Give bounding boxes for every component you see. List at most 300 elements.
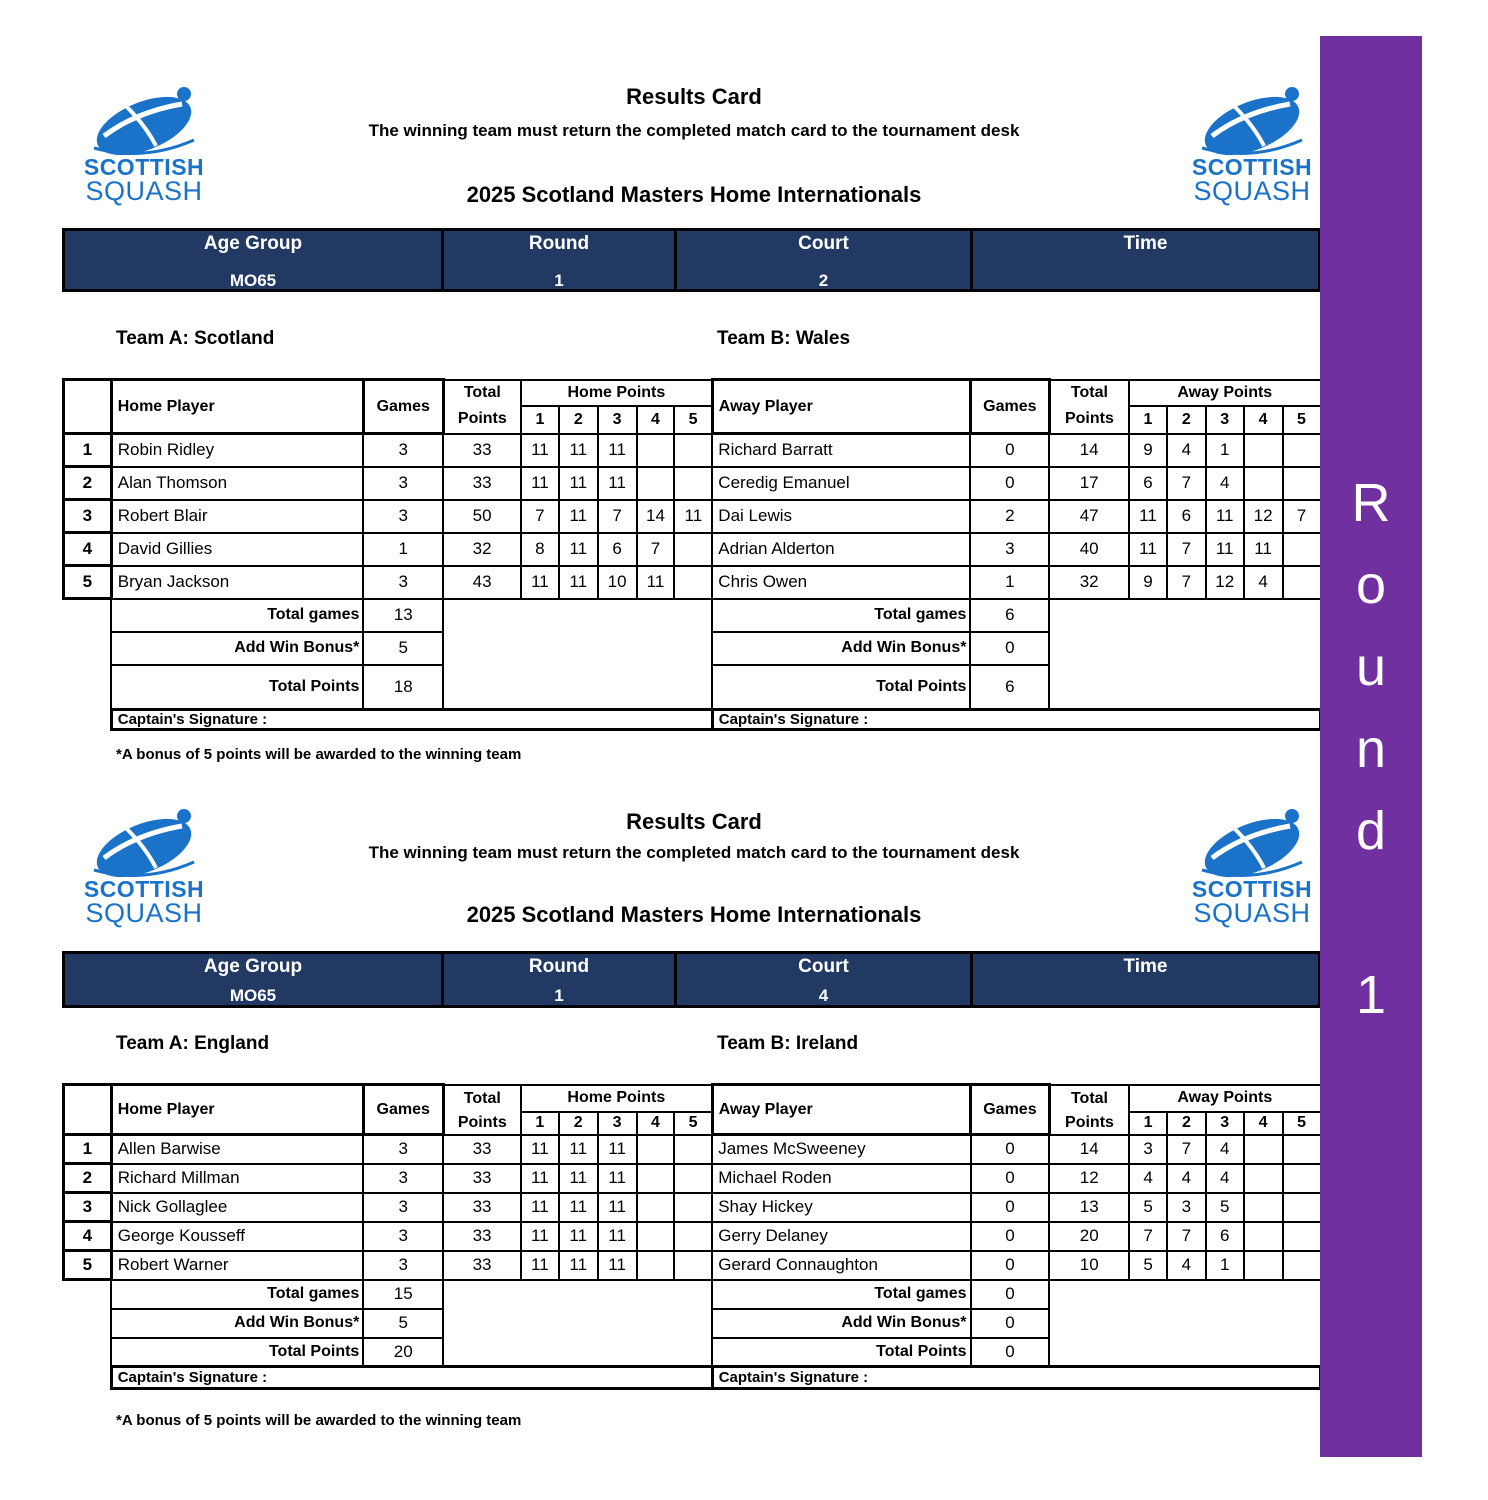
away-game-score (1283, 566, 1321, 599)
home-game-score: 11 (521, 1135, 559, 1164)
round-value: 1 (554, 271, 564, 290)
away-game-score: 11 (1206, 500, 1244, 533)
home-total-header: Total (443, 1085, 521, 1112)
home-game-score: 11 (598, 1251, 637, 1280)
away-game-score: 4 (1244, 566, 1283, 599)
away-game-score: 4 (1167, 434, 1206, 467)
away-total-points: 14 (1049, 434, 1129, 467)
away-game-score: 4 (1206, 1135, 1244, 1164)
row-number: 2 (64, 467, 112, 500)
game-number-header: 4 (637, 406, 675, 434)
round-label: Round (528, 956, 590, 977)
scottish-squash-logo (76, 82, 212, 208)
away-games-won: 0 (970, 434, 1049, 467)
away-games-header: Games (971, 1085, 1050, 1135)
away-game-score: 9 (1129, 434, 1167, 467)
away-total-points: 32 (1049, 566, 1129, 599)
away-game-score: 5 (1129, 1251, 1167, 1280)
home-game-score (637, 467, 675, 500)
away-total-header: Total (1049, 380, 1129, 406)
away-player-name: Gerard Connaughton (712, 1251, 970, 1280)
logo-text-line2: SQUASH (1193, 176, 1311, 206)
home-game-score: 11 (598, 1164, 637, 1193)
away-total-games: 6 (970, 599, 1049, 632)
home-game-score: 11 (598, 467, 637, 500)
home-total-points: 20 (363, 1338, 443, 1367)
away-win-bonus: 0 (971, 1309, 1050, 1338)
home-game-score: 11 (521, 1164, 559, 1193)
row-number: 4 (64, 1222, 112, 1251)
home-total-points: 33 (443, 434, 521, 467)
home-player-name: Alan Thomson (111, 467, 363, 500)
away-total-points: 13 (1049, 1193, 1129, 1222)
total-points-label: Total Points (712, 1338, 970, 1367)
team-b-label: Team B: Ireland (717, 1033, 859, 1054)
court-value: 4 (818, 986, 829, 1005)
away-player-name: Chris Owen (712, 566, 970, 599)
home-game-score: 11 (559, 1222, 598, 1251)
away-game-score: 7 (1167, 533, 1206, 566)
away-game-score (1283, 1164, 1321, 1193)
home-total-points: 43 (443, 566, 521, 599)
game-number-header: 4 (637, 1112, 675, 1135)
home-game-score: 11 (559, 434, 598, 467)
card-title: Results Card (626, 84, 762, 109)
home-game-score (637, 434, 675, 467)
home-total-points: 50 (443, 500, 521, 533)
team-a-label: Team A: Scotland (116, 328, 275, 349)
away-total-points: 10 (1049, 1251, 1129, 1280)
away-total-header-2: Points (1049, 1112, 1129, 1135)
row-number-header (64, 1085, 112, 1135)
away-games-won: 0 (971, 1193, 1050, 1222)
event-title: 2025 Scotland Masters Home Internationals (466, 902, 922, 927)
logo-text-line1: SCOTTISH (1191, 154, 1313, 180)
home-game-score: 11 (559, 566, 598, 599)
away-game-score (1283, 1135, 1321, 1164)
home-player-header: Home Player (111, 380, 363, 434)
away-game-score: 7 (1129, 1222, 1167, 1251)
home-captain-signature[interactable]: Captain's Signature : (111, 710, 712, 730)
home-points-header: Home Points (521, 1085, 712, 1112)
player-rows (64, 1135, 1321, 1280)
home-games-header: Games (363, 380, 443, 434)
card-instruction: The winning team must return the completed match card to the tournament desk (368, 121, 1020, 140)
away-player-header: Away Player (712, 1085, 970, 1135)
home-game-score (674, 467, 712, 500)
table-row (64, 1135, 1321, 1164)
row-number: 5 (64, 566, 112, 599)
away-game-score: 3 (1129, 1135, 1167, 1164)
row-number: 2 (64, 1164, 112, 1193)
home-game-score: 7 (637, 533, 675, 566)
home-game-score: 11 (521, 566, 559, 599)
away-games-won: 0 (971, 1222, 1050, 1251)
away-games-won: 3 (970, 533, 1049, 566)
away-game-score (1244, 1135, 1283, 1164)
home-game-score: 7 (521, 500, 559, 533)
game-number-header: 2 (1167, 1112, 1206, 1135)
away-game-score: 11 (1129, 533, 1167, 566)
logo-text-line2: SQUASH (85, 898, 203, 928)
home-games-won: 3 (363, 1251, 443, 1280)
away-game-score: 6 (1129, 467, 1167, 500)
card-title: Results Card (626, 809, 762, 834)
home-win-bonus: 5 (363, 1309, 443, 1338)
away-game-score: 7 (1167, 467, 1206, 500)
away-games-won: 1 (970, 566, 1049, 599)
home-game-score: 11 (559, 500, 598, 533)
win-bonus-label: Add Win Bonus* (111, 1309, 363, 1338)
scottish-squash-logo (76, 804, 212, 930)
game-number-header: 2 (559, 406, 598, 434)
home-game-score: 11 (598, 1135, 637, 1164)
home-game-score: 7 (598, 500, 637, 533)
row-number: 3 (64, 500, 112, 533)
game-number-header: 5 (1283, 1112, 1321, 1135)
away-game-score: 7 (1167, 566, 1206, 599)
scores-table (62, 1083, 1322, 1390)
game-number-header: 5 (1283, 406, 1321, 434)
row-number-header (64, 380, 112, 434)
home-total-header-2: Points (443, 1112, 521, 1135)
away-game-score: 3 (1167, 1193, 1206, 1222)
team-b-label: Team B: Wales (717, 328, 851, 349)
away-game-score: 4 (1206, 467, 1244, 500)
away-game-score: 11 (1206, 533, 1244, 566)
home-game-score (674, 1164, 712, 1193)
home-points-header: Home Points (521, 380, 712, 406)
away-game-score: 4 (1167, 1164, 1206, 1193)
home-game-score (637, 1251, 675, 1280)
age-group-label: Age Group (203, 956, 303, 977)
away-games-won: 0 (970, 467, 1049, 500)
away-game-score (1283, 1193, 1321, 1222)
away-game-score: 4 (1167, 1251, 1206, 1280)
home-game-score: 11 (559, 467, 598, 500)
total-games-label: Total games (712, 1280, 970, 1309)
game-number-header: 1 (521, 1112, 559, 1135)
round-label: Round (528, 233, 590, 254)
home-player-name: David Gillies (111, 533, 363, 566)
home-games-header: Games (363, 1085, 443, 1135)
away-player-header: Away Player (712, 380, 970, 434)
round-sidebar (1320, 36, 1422, 1457)
row-number: 1 (64, 434, 112, 467)
home-game-score: 11 (674, 500, 712, 533)
home-game-score: 11 (559, 533, 598, 566)
home-player-name: Robert Warner (111, 1251, 363, 1280)
game-number-header: 3 (598, 1112, 637, 1135)
logo-text-line2: SQUASH (1193, 898, 1311, 928)
game-number-header: 1 (1129, 1112, 1167, 1135)
home-player-name: Nick Gollaglee (111, 1193, 363, 1222)
away-game-score (1244, 1193, 1283, 1222)
away-game-score: 11 (1129, 500, 1167, 533)
card-instruction: The winning team must return the completed match card to the tournament desk (368, 843, 1020, 862)
away-points-header: Away Points (1129, 1085, 1320, 1112)
away-player-name: Michael Roden (712, 1164, 970, 1193)
away-captain-signature[interactable]: Captain's Signature : (712, 710, 1320, 730)
home-game-score (674, 1251, 712, 1280)
home-total-header: Total (443, 380, 521, 406)
away-total-points: 12 (1049, 1164, 1129, 1193)
away-game-score (1244, 467, 1283, 500)
home-game-score (637, 1222, 675, 1251)
total-games-label: Total games (111, 599, 363, 632)
match-info-bar (62, 951, 1321, 1008)
away-total-header: Total (1049, 1085, 1129, 1112)
home-total-points: 33 (443, 1135, 521, 1164)
home-total-points: 33 (443, 1222, 521, 1251)
bonus-note: *A bonus of 5 points will be awarded to the winning team (116, 1412, 522, 1429)
away-game-score: 1 (1206, 1251, 1244, 1280)
sidebar-letter: d (1355, 801, 1387, 861)
away-game-score: 5 (1129, 1193, 1167, 1222)
home-games-won: 3 (363, 500, 443, 533)
away-points-header: Away Points (1129, 380, 1320, 406)
home-game-score: 11 (521, 467, 559, 500)
home-total-points: 33 (443, 1251, 521, 1280)
table-row (64, 1193, 1321, 1222)
away-games-won: 0 (971, 1135, 1050, 1164)
row-number: 5 (64, 1251, 112, 1280)
home-player-name: Robin Ridley (111, 434, 363, 467)
away-game-score: 7 (1283, 500, 1321, 533)
court-label: Court (798, 233, 849, 254)
away-total-points: 47 (1049, 500, 1129, 533)
table-row (64, 533, 1321, 566)
home-game-score: 10 (598, 566, 637, 599)
table-row (64, 1251, 1321, 1280)
home-total-points: 33 (443, 1193, 521, 1222)
home-total-points: 32 (443, 533, 521, 566)
away-game-score (1244, 434, 1283, 467)
home-captain-signature[interactable]: Captain's Signature : (111, 1367, 712, 1389)
row-number: 1 (64, 1135, 112, 1164)
away-total-games: 0 (971, 1280, 1050, 1309)
away-total-points: 20 (1049, 1222, 1129, 1251)
home-game-score: 14 (637, 500, 675, 533)
home-game-score: 11 (637, 566, 675, 599)
sidebar-letter: o (1355, 555, 1387, 615)
time-label: Time (1123, 956, 1168, 977)
home-game-score: 11 (559, 1251, 598, 1280)
time-label: Time (1123, 233, 1168, 254)
scottish-squash-logo (1184, 804, 1320, 930)
game-number-header: 4 (1244, 406, 1283, 434)
table-row (64, 1164, 1321, 1193)
away-game-score: 7 (1167, 1135, 1206, 1164)
scores-table (62, 378, 1322, 731)
sidebar-letter: u (1355, 637, 1387, 697)
game-number-header: 5 (674, 406, 712, 434)
age-group-label: Age Group (203, 233, 303, 254)
home-player-name: Bryan Jackson (111, 566, 363, 599)
away-player-name: Adrian Alderton (712, 533, 970, 566)
table-row (64, 467, 1321, 500)
home-game-score: 11 (598, 1222, 637, 1251)
total-games-label: Total games (111, 1280, 363, 1309)
away-captain-signature[interactable]: Captain's Signature : (712, 1367, 1320, 1389)
table-row (64, 1222, 1321, 1251)
away-game-score: 12 (1206, 566, 1244, 599)
total-points-label: Total Points (111, 1338, 363, 1367)
total-games-label: Total games (712, 599, 970, 632)
away-game-score: 4 (1206, 1164, 1244, 1193)
game-number-header: 3 (1206, 1112, 1244, 1135)
away-player-name: Ceredig Emanuel (712, 467, 970, 500)
age-group-value: MO65 (229, 986, 277, 1005)
home-game-score (674, 434, 712, 467)
away-total-points: 40 (1049, 533, 1129, 566)
away-game-score: 12 (1244, 500, 1283, 533)
logo-text-line1: SCOTTISH (83, 154, 205, 180)
away-games-won: 0 (971, 1251, 1050, 1280)
win-bonus-label: Add Win Bonus* (712, 1309, 970, 1338)
court-label: Court (798, 956, 849, 977)
game-number-header: 4 (1244, 1112, 1283, 1135)
home-game-score: 8 (521, 533, 559, 566)
player-rows (64, 434, 1321, 599)
away-games-won: 2 (970, 500, 1049, 533)
home-game-score: 11 (521, 434, 559, 467)
away-player-name: Shay Hickey (712, 1193, 970, 1222)
home-total-header-2: Points (443, 406, 521, 434)
home-games-won: 3 (363, 1164, 443, 1193)
away-game-score: 6 (1206, 1222, 1244, 1251)
home-player-name: Allen Barwise (111, 1135, 363, 1164)
home-game-score (674, 1222, 712, 1251)
game-number-header: 3 (1206, 406, 1244, 434)
home-games-won: 1 (363, 533, 443, 566)
away-game-score (1244, 1222, 1283, 1251)
logo-text-line2: SQUASH (85, 176, 203, 206)
home-player-name: Robert Blair (111, 500, 363, 533)
game-number-header: 2 (559, 1112, 598, 1135)
away-total-points: 14 (1049, 1135, 1129, 1164)
home-game-score: 6 (598, 533, 637, 566)
row-number: 4 (64, 533, 112, 566)
home-game-score (674, 566, 712, 599)
court-value: 2 (818, 271, 829, 290)
logo-text-line1: SCOTTISH (1191, 876, 1313, 902)
home-games-won: 3 (363, 1135, 443, 1164)
game-number-header: 2 (1167, 406, 1206, 434)
home-game-score (637, 1164, 675, 1193)
home-game-score: 11 (521, 1193, 559, 1222)
game-number-header: 5 (674, 1112, 712, 1135)
home-total-games: 15 (363, 1280, 443, 1309)
away-game-score: 4 (1129, 1164, 1167, 1193)
home-game-score (637, 1135, 675, 1164)
sidebar-letter: 1 (1355, 965, 1387, 1025)
home-games-won: 3 (363, 1193, 443, 1222)
away-game-score: 7 (1167, 1222, 1206, 1251)
sidebar-letter: R (1351, 473, 1391, 533)
away-total-points: 17 (1049, 467, 1129, 500)
round-value: 1 (554, 986, 564, 1005)
home-game-score (674, 1193, 712, 1222)
event-title: 2025 Scotland Masters Home Internationals (466, 182, 922, 207)
away-games-won: 0 (971, 1164, 1050, 1193)
away-game-score (1283, 533, 1321, 566)
away-game-score: 11 (1244, 533, 1283, 566)
win-bonus-label: Add Win Bonus* (111, 632, 363, 665)
home-total-games: 13 (363, 599, 443, 632)
away-total-points: 6 (970, 665, 1049, 710)
home-game-score: 11 (559, 1135, 598, 1164)
home-total-points: 33 (443, 467, 521, 500)
away-game-score (1283, 1222, 1321, 1251)
home-game-score: 11 (559, 1164, 598, 1193)
home-player-name: George Kousseff (111, 1222, 363, 1251)
table-row (64, 566, 1321, 599)
table-row (64, 500, 1321, 533)
away-games-header: Games (970, 380, 1049, 434)
away-player-name: James McSweeney (712, 1135, 970, 1164)
logo-text-line1: SCOTTISH (83, 876, 205, 902)
away-win-bonus: 0 (970, 632, 1049, 665)
table-row (64, 434, 1321, 467)
away-player-name: Richard Barratt (712, 434, 970, 467)
away-game-score (1283, 1251, 1321, 1280)
row-number: 3 (64, 1193, 112, 1222)
away-game-score (1283, 467, 1321, 500)
away-player-name: Dai Lewis (712, 500, 970, 533)
game-number-header: 1 (1129, 406, 1167, 434)
away-player-name: Gerry Delaney (712, 1222, 970, 1251)
game-number-header: 3 (598, 406, 637, 434)
home-games-won: 3 (363, 434, 443, 467)
home-game-score (674, 533, 712, 566)
home-total-points: 33 (443, 1164, 521, 1193)
away-game-score: 1 (1206, 434, 1244, 467)
home-game-score: 11 (559, 1193, 598, 1222)
away-total-points: 0 (971, 1338, 1050, 1367)
away-game-score (1244, 1251, 1283, 1280)
team-a-label: Team A: England (116, 1033, 270, 1054)
home-game-score: 11 (598, 1193, 637, 1222)
home-player-header: Home Player (111, 1085, 363, 1135)
home-games-won: 3 (363, 1222, 443, 1251)
home-game-score: 11 (598, 434, 637, 467)
sidebar-letter: n (1355, 719, 1387, 779)
match-info-bar (62, 228, 1321, 292)
away-game-score: 6 (1167, 500, 1206, 533)
total-points-label: Total Points (111, 665, 363, 710)
game-number-header: 1 (521, 406, 559, 434)
home-player-name: Richard Millman (111, 1164, 363, 1193)
bonus-note: *A bonus of 5 points will be awarded to the winning team (116, 746, 522, 763)
home-game-score: 11 (521, 1222, 559, 1251)
home-win-bonus: 5 (363, 632, 443, 665)
win-bonus-label: Add Win Bonus* (712, 632, 970, 665)
away-game-score (1244, 1164, 1283, 1193)
home-total-points: 18 (363, 665, 443, 710)
home-games-won: 3 (363, 566, 443, 599)
away-game-score: 5 (1206, 1193, 1244, 1222)
home-game-score (674, 1135, 712, 1164)
age-group-value: MO65 (229, 271, 277, 290)
total-points-label: Total Points (712, 665, 970, 710)
home-game-score (637, 1193, 675, 1222)
home-games-won: 3 (363, 467, 443, 500)
away-game-score: 9 (1129, 566, 1167, 599)
away-game-score (1283, 434, 1321, 467)
away-total-header-2: Points (1049, 406, 1129, 434)
home-game-score: 11 (521, 1251, 559, 1280)
